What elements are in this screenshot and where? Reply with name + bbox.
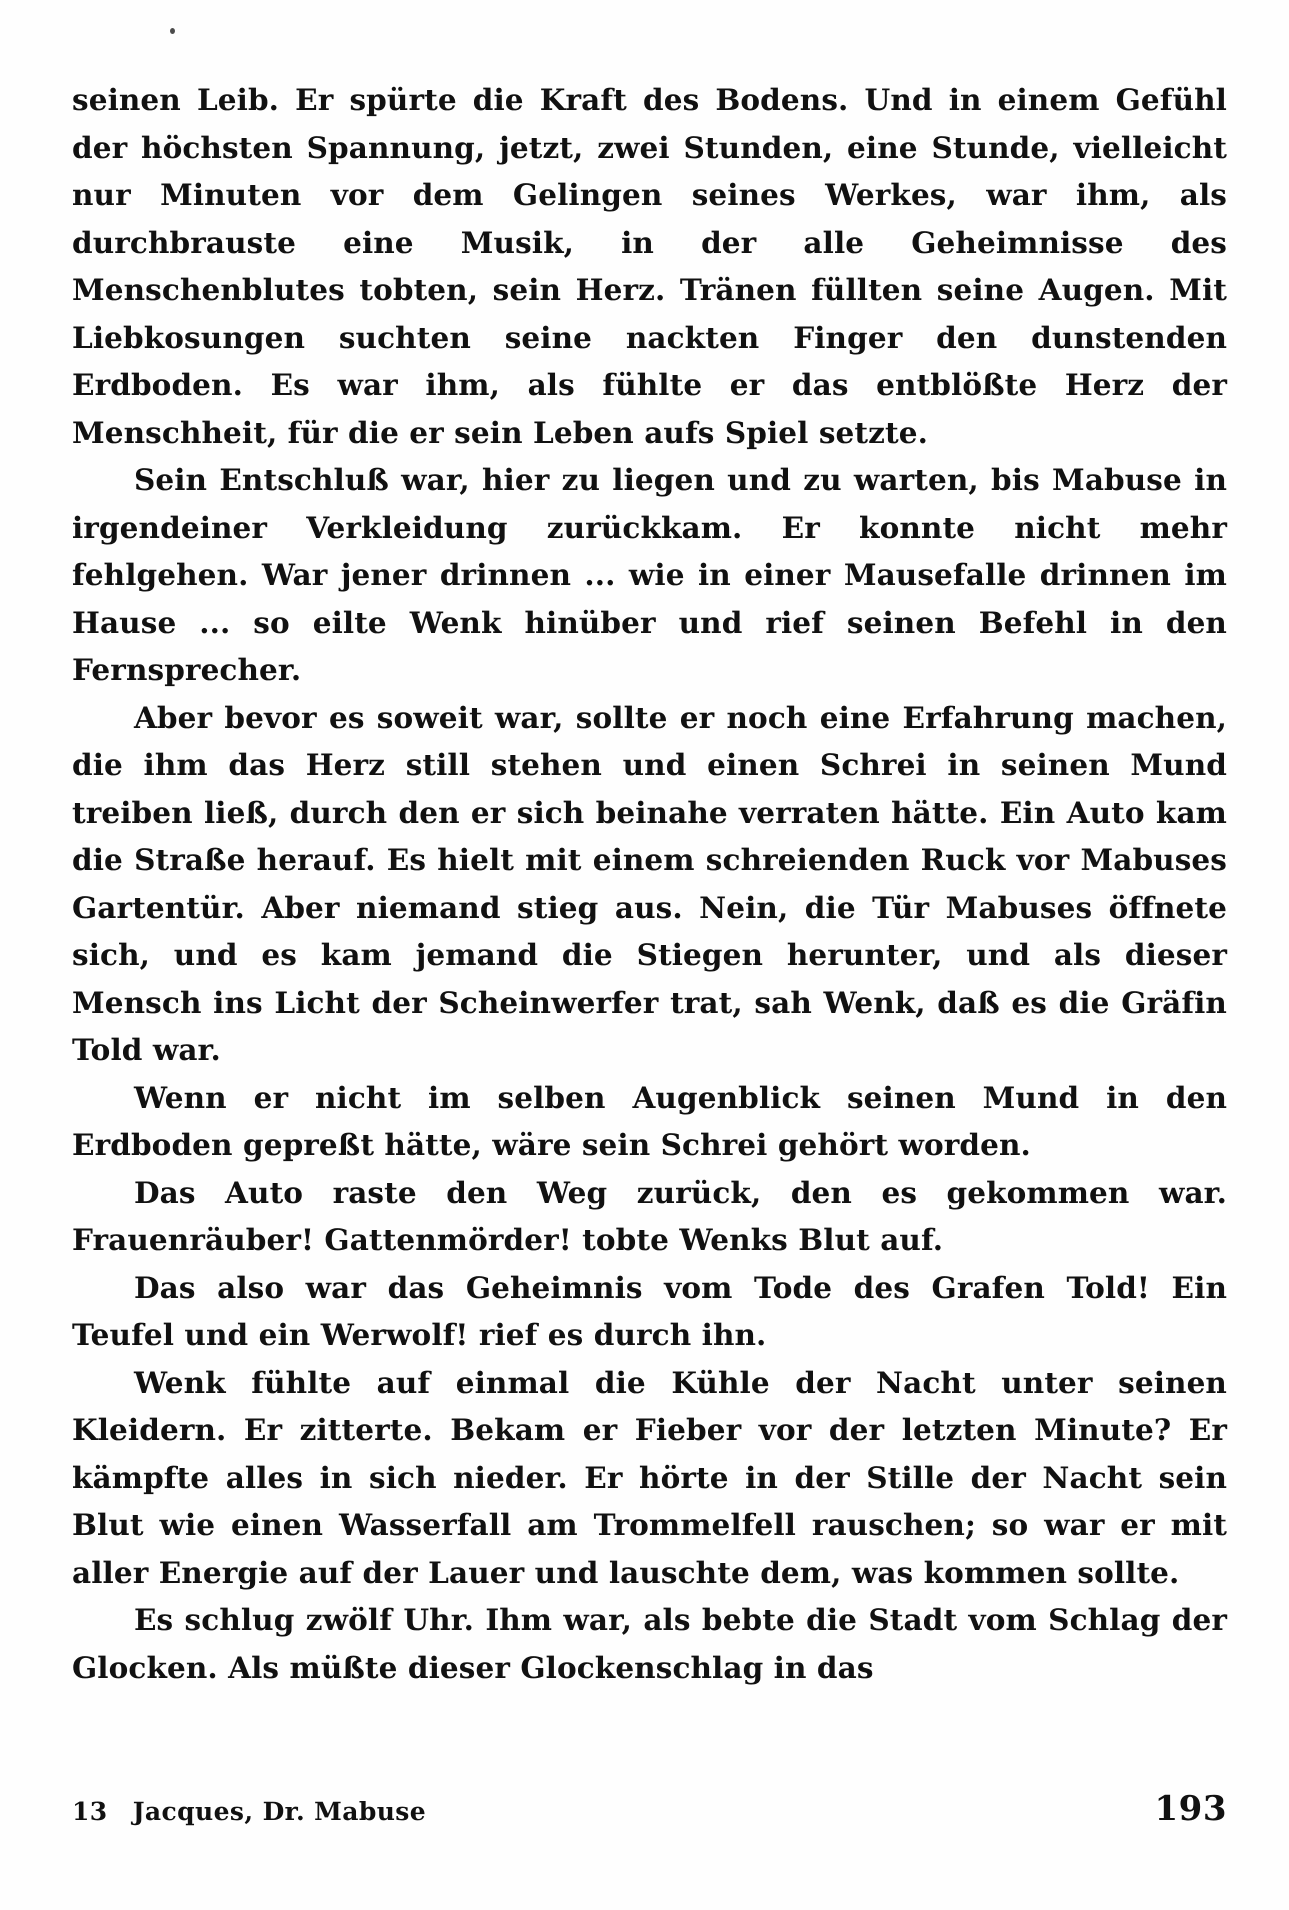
paragraph: Wenn er nicht im selben Augenblick seinen Mund in den Erdboden gepreßt hätte, wäre sein Schrei gehört worden. xyxy=(72,1079,1227,1162)
paragraph: Wenk fühlte auf einmal die Kühle der Nacht unter seinen Kleidern. Er zitterte. Bekam er Fieber vor der letzten Minute? Er kämpfte alles in sich nieder. Er hörte in der Stille der Nacht sein Blut wie einen Wasserfall am Trommelfell rauschen; so war er mit aller Energie auf der Lauer und lauschte dem, was kommen sollte. xyxy=(72,1364,1227,1590)
paragraph: Es schlug zwölf Uhr. Ihm war, als bebte die Stadt vom Schlag der Glocken. Als müßte dieser Glockenschlag in das xyxy=(72,1602,1227,1685)
signature-mark: 13 xyxy=(72,1797,108,1826)
page-text-block xyxy=(72,76,1227,1691)
running-footer xyxy=(72,1797,426,1826)
short-title: Jacques, Dr. Mabuse xyxy=(132,1797,427,1826)
paragraph: Das Auto raste den Weg zurück, den es gekommen war. Frauenräuber! Gattenmörder! tobte Wenks Blut auf. xyxy=(72,1174,1227,1257)
page-footer xyxy=(72,1789,1227,1833)
paragraph: Aber bevor es soweit war, sollte er noch eine Erfahrung machen, die ihm das Herz still stehen und einen Schrei in seinen Mund treiben ließ, durch den er sich beinahe verraten hätte. Ein Auto kam die Straße herauf. Es hielt mit einem schreienden Ruck vor Mabuses Gartentür. Aber niemand stieg aus. Nein, die Tür Mabuses öffnete sich, und es kam jemand die Stiegen herunter, und als dieser Mensch ins Licht der Scheinwerfer trat, sah Wenk, daß es die Gräfin Told war. xyxy=(72,699,1227,1067)
paragraph: seinen Leib. Er spürte die Kraft des Bodens. Und in einem Gefühl der höchsten Spannung, jetzt, zwei Stunden, eine Stunde, vielleicht nur Minuten vor dem Gelingen seines Werkes, war ihm, als durchbrauste eine Musik, in der alle Geheimnisse des Menschenblutes tobten, sein Herz. Tränen füllten seine Augen. Mit Liebkosungen suchten seine nackten Finger den dunstenden Erdboden. Es war ihm, als fühlte er das entblößte Herz der Menschheit, für die er sein Leben aufs Spiel setzte. xyxy=(72,82,1227,450)
page-number: 193 xyxy=(1154,1789,1227,1829)
paragraph: Das also war das Geheimnis vom Tode des Grafen Told! Ein Teufel und ein Werwolf! rief es durch ihn. xyxy=(72,1269,1227,1352)
paragraph: Sein Entschluß war, hier zu liegen und zu warten, bis Mabuse in irgendeiner Verkleidung zurückkam. Er konnte nicht mehr fehlgehen. War jener drinnen ... wie in einer Mausefalle drinnen im Hause ... so eilte Wenk hinüber und rief seinen Befehl in den Fernsprecher. xyxy=(72,462,1227,687)
print-speck xyxy=(170,28,175,34)
